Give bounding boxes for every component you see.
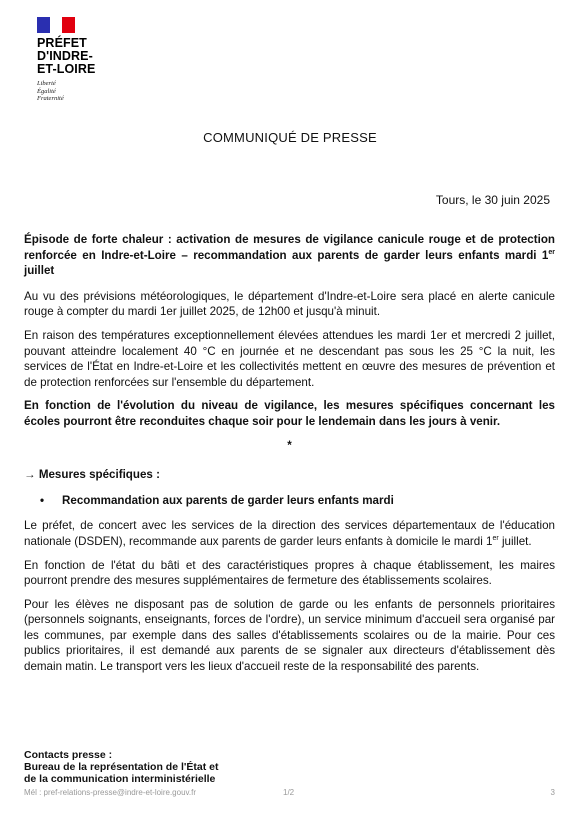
bullet-text: Recommandation aux parents de garder leurs enfants mardi xyxy=(62,493,394,507)
paragraph xyxy=(24,518,555,549)
contacts-title: Contacts presse : xyxy=(24,749,113,761)
motto-line: Égalité xyxy=(37,87,56,95)
paragraph-text: Le préfet, de concert avec les services de la direction des services départementaux de l'éducation nationale (DSDEN), recommande aux parents de garder leurs enfants à domicile le mardi 1 xyxy=(24,519,555,548)
paragraph-sup: er xyxy=(492,535,499,543)
bullet-dot-icon: • xyxy=(40,493,45,507)
footer-page-number: 3 xyxy=(550,788,555,797)
motto-line: Liberté xyxy=(37,80,56,87)
separator-star: * xyxy=(287,438,292,452)
lead-sup: er xyxy=(548,248,555,256)
document-title: COMMUNIQUÉ DE PRESSE xyxy=(203,130,377,145)
french-flag-icon xyxy=(37,17,75,33)
press-contacts xyxy=(24,749,218,785)
paragraph: Pour les élèves ne disposant pas de solution de garde ou les enfants de personnels prioritaires (personnels soignants, enseignants, forces de l'ordre), un service minimum d'accueil sera organisé par les communes, par exemple dans des salles d'établissements scolaires ou de la mairie. Pour ces publics prioritaires, il est demandé aux parents de se signaler aux directeurs d'établissement dès demain matin. Le transport vers les lieux d'accueil reste de la responsabilité des parents. xyxy=(24,597,555,674)
prefecture-name-line: ET-LOIRE xyxy=(37,62,96,76)
motto-line: Fraternité xyxy=(37,95,64,102)
section-heading: → Mesures spécifiques : xyxy=(24,468,160,482)
footer-email: Mél : pref-relations-presse@indre-et-loire.gouv.fr xyxy=(24,788,197,797)
republic-motto xyxy=(37,80,137,103)
contacts-line: Bureau de la représentation de l'État et xyxy=(24,761,219,773)
lead-tail: juillet xyxy=(24,264,55,278)
paragraph-emphasis: En fonction de l'évolution du niveau de vigilance, les mesures spécifiques concernant les écoles pourront être reconduites chaque soir pour le lendemain dans les jours à venir. xyxy=(24,399,555,428)
paragraph: En fonction de l'état du bâti et des caractéristiques propres à chaque établissement, les maires pourront prendre des mesures supplémentaires de fermeture des établissements scolaires. xyxy=(24,558,555,588)
bullet-item xyxy=(40,493,555,509)
prefecture-name xyxy=(37,37,137,76)
lead-heading xyxy=(24,232,555,279)
document-date: Tours, le 30 juin 2025 xyxy=(435,193,550,207)
lead-text: Épisode de forte chaleur : activation de mesures de vigilance canicule rouge et de protection renforcée en Indre-et-Loire – recommandation aux parents de garder leurs enfants mardi 1 xyxy=(24,233,555,262)
contacts-line: de la communication interministérielle xyxy=(24,773,216,785)
paragraph: En raison des températures exceptionnellement élevées attendues les mardi 1er et mercredi 2 juillet, pouvant atteindre localement 40 °C en journée et ne descendant pas sous les 25 °C la nuit, les services de l'État en Indre-et-Loire et les collectivités mettent en œuvre des mesures de prévention et de protection renforcées sur l'ensemble du département. xyxy=(24,328,555,389)
prefecture-logo xyxy=(37,17,137,103)
prefecture-name-line: D'INDRE- xyxy=(37,49,93,63)
paragraph-tail: juillet. xyxy=(498,534,532,548)
document-body xyxy=(24,232,555,683)
paragraph: Au vu des prévisions météorologiques, le département d'Indre-et-Loire sera placé en alerte canicule rouge à compter du mardi 1er juillet 2025, de 12h00 et jusqu'à minuit. xyxy=(24,289,555,319)
footer-page-indicator: 1/2 xyxy=(283,788,295,797)
prefecture-name-line: PRÉFET xyxy=(37,36,87,50)
